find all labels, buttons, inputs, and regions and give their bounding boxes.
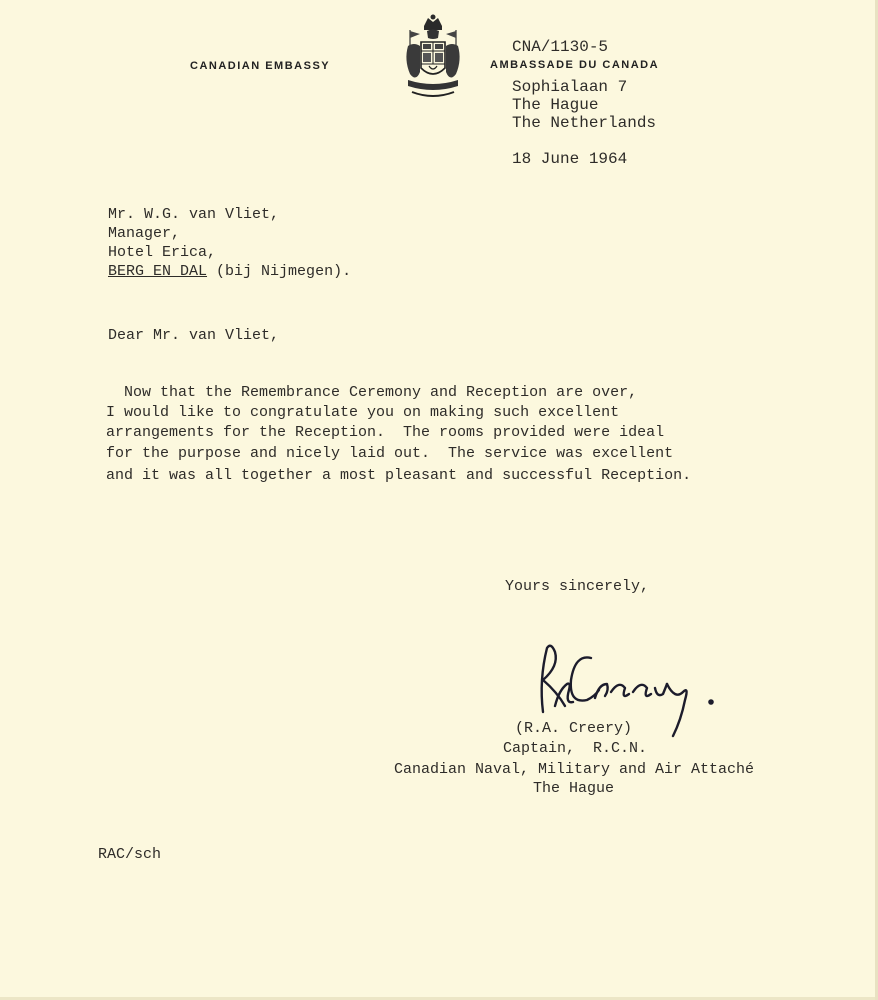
recipient-city: BERG EN DAL [108,263,208,280]
recipient-hotel: Hotel Erica, [108,244,217,261]
body-line-3: arrangements for the Reception. The rooms provided were ideal [106,424,665,441]
sender-address-line-1: Sophialaan 7 [512,78,628,96]
body-line-5: and it was all together a most pleasant and successful Reception. [106,467,692,484]
body-line-4: for the purpose and nicely laid out. The service was excellent [106,445,674,462]
closing: Yours sincerely, [505,578,650,595]
signatory-name: (R.A. Creery) [515,720,633,737]
signatory-location: The Hague [533,780,615,797]
recipient-title: Manager, [108,225,181,242]
recipient-city-line [108,262,351,281]
recipient-name: Mr. W.G. van Vliet, [108,206,280,223]
body-line-1: Now that the Remembrance Ceremony and Reception are over, [106,384,638,401]
letterhead-embassy-en: CANADIAN EMBASSY [190,60,331,72]
sender-address-line-3: The Netherlands [512,114,657,132]
signatory-position: Canadian Naval, Military and Air Attaché [394,761,755,778]
letterhead-embassy-fr: AMBASSADE DU CANADA [490,59,660,71]
reference-number: CNA/1130-5 [512,38,609,56]
typist-initials: RAC/sch [98,846,162,863]
body-line-2: I would like to congratulate you on making such excellent [106,404,620,421]
letter-date: 18 June 1964 [512,150,628,168]
signatory-rank: Captain, R.C.N. [503,740,648,757]
salutation: Dear Mr. van Vliet, [108,327,280,344]
sender-address-line-2: The Hague [512,96,599,114]
recipient-city-note: (bij Nijmegen). [216,263,352,280]
coat-of-arms-icon [402,12,464,100]
